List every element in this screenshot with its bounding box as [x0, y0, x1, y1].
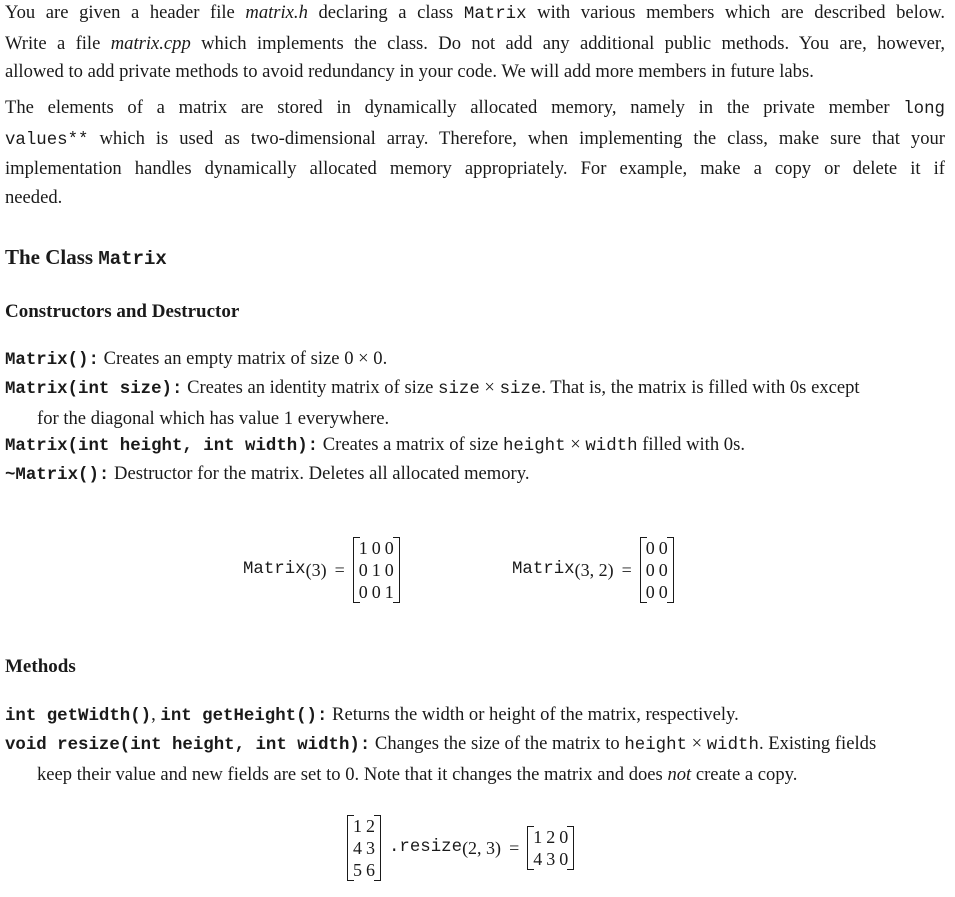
intro-p2-line-3: implementation handles dynamically allocated memory appropriately. For example, make a copy or delete it if: [5, 158, 945, 179]
intro-p2-line-2: values** which is used as two-dimensional array. Therefore, when implementing the class, make sure that your: [5, 127, 945, 150]
matrix-cell: 0: [559, 827, 569, 847]
entry-get-width-height: int getWidth(), int getHeight(): Returns the width or height of the matrix, respectively.: [5, 704, 739, 726]
class-name-code: Matrix: [463, 5, 527, 24]
matrix-brackets: [527, 826, 574, 870]
intro-p1-line-2: Write a file matrix.cpp which implements the class. Do not add any additional public methods. You are, however,: [5, 32, 946, 54]
matrix-row: [531, 826, 570, 848]
intro-paragraph-1: [5, 0, 945, 87]
file-name-matrix-h: matrix.h: [245, 2, 308, 23]
matrix-cell: 4: [353, 838, 362, 858]
matrix-row: [644, 581, 670, 603]
intro-paragraph-2: [5, 94, 945, 212]
matrix-cell: 4: [533, 849, 543, 869]
matrix-cell: 1: [384, 582, 394, 602]
intro-p1-line-1: You are given a header file matrix.h declaring a class Matrix with various members which are described below.: [5, 2, 945, 24]
matrix-cell: 0: [658, 560, 668, 580]
constructors-heading: Constructors and Destructor: [5, 301, 240, 322]
entry-resize: void resize(int height, int width): Changes the size of the matrix to height × width. Existing fields keep their value and new fields are set to 0. Note that it changes the matrix and does not create a copy.: [5, 733, 877, 785]
matrix-row: [351, 837, 377, 859]
matrix-cell: 3: [366, 838, 375, 858]
matrix-row: [531, 848, 570, 870]
matrix-cell: 0: [371, 582, 381, 602]
intro-p2-line-4: needed.: [5, 186, 63, 208]
matrix-brackets: [353, 537, 400, 603]
intro-p1-line-3: allowed to add private methods to avoid redundancy in your code. We will add more members in future labs.: [5, 61, 814, 82]
matrix-row: [357, 559, 396, 581]
matrix-cell: 0: [658, 538, 668, 558]
matrix-cell: 0: [559, 849, 569, 869]
intro-p2-line-1: The elements of a matrix are stored in dynamically allocated memory, namely in the private member long: [5, 97, 945, 119]
matrix-row: [644, 559, 670, 581]
entry-size-constructor: Matrix(int size): Creates an identity matrix of size size × size. That is, the matrix is filled with 0s except for the diagonal which has value 1 everywhere.: [5, 377, 860, 429]
matrix-row: [351, 859, 377, 881]
matrix-row: [644, 537, 670, 559]
code-values: values**: [5, 130, 89, 150]
matrix-row: [351, 815, 377, 837]
matrix-cell: 0: [658, 582, 668, 602]
matrix-cell: 0: [645, 560, 655, 580]
matrix-cell: 0: [371, 538, 381, 558]
matrix-row: [357, 581, 396, 603]
matrix-cell: 0: [358, 582, 368, 602]
matrix-cell: 2: [546, 827, 556, 847]
matrix-cell: 0: [384, 538, 394, 558]
entry-destructor: ~Matrix(): Destructor for the matrix. Deletes all allocated memory.: [5, 463, 530, 485]
matrix-cell: 6: [366, 860, 375, 880]
matrix-cell: 3: [546, 849, 556, 869]
matrix-cell: 5: [353, 860, 362, 880]
matrix-cell: 0: [645, 538, 655, 558]
matrix-cell: 1: [533, 827, 543, 847]
matrix-cell: 0: [645, 582, 655, 602]
example-resize: 1 2 4 3 5 6 .resize (2, 3) = 1 2 0 4 3 0: [347, 815, 574, 881]
matrix-cell: 0: [384, 560, 394, 580]
matrix-cell: 2: [366, 816, 375, 836]
matrix-row: [357, 537, 396, 559]
matrix-brackets: [640, 537, 674, 603]
section-title: The Class Matrix: [5, 245, 167, 270]
matrix-cell: 1: [358, 538, 368, 558]
example-identity-matrix: Matrix (3) = 1 0 0 0 1 0 0 0 1: [243, 537, 400, 603]
methods-heading: Methods: [5, 656, 76, 677]
matrix-cell: 1: [353, 816, 362, 836]
matrix-cell: 1: [371, 560, 381, 580]
entry-height-width-constructor: Matrix(int height, int width): Creates a matrix of size height × width filled with 0s.: [5, 434, 745, 456]
code-long: long: [903, 100, 945, 119]
example-zero-matrix: Matrix (3, 2) = 0 0 0 0 0 0: [512, 537, 674, 603]
matrix-brackets: [347, 815, 381, 881]
matrix-cell: 0: [358, 560, 368, 580]
entry-default-constructor: Matrix(): Creates an empty matrix of size 0 × 0.: [5, 348, 388, 370]
file-name-matrix-cpp: matrix.cpp: [110, 32, 191, 54]
